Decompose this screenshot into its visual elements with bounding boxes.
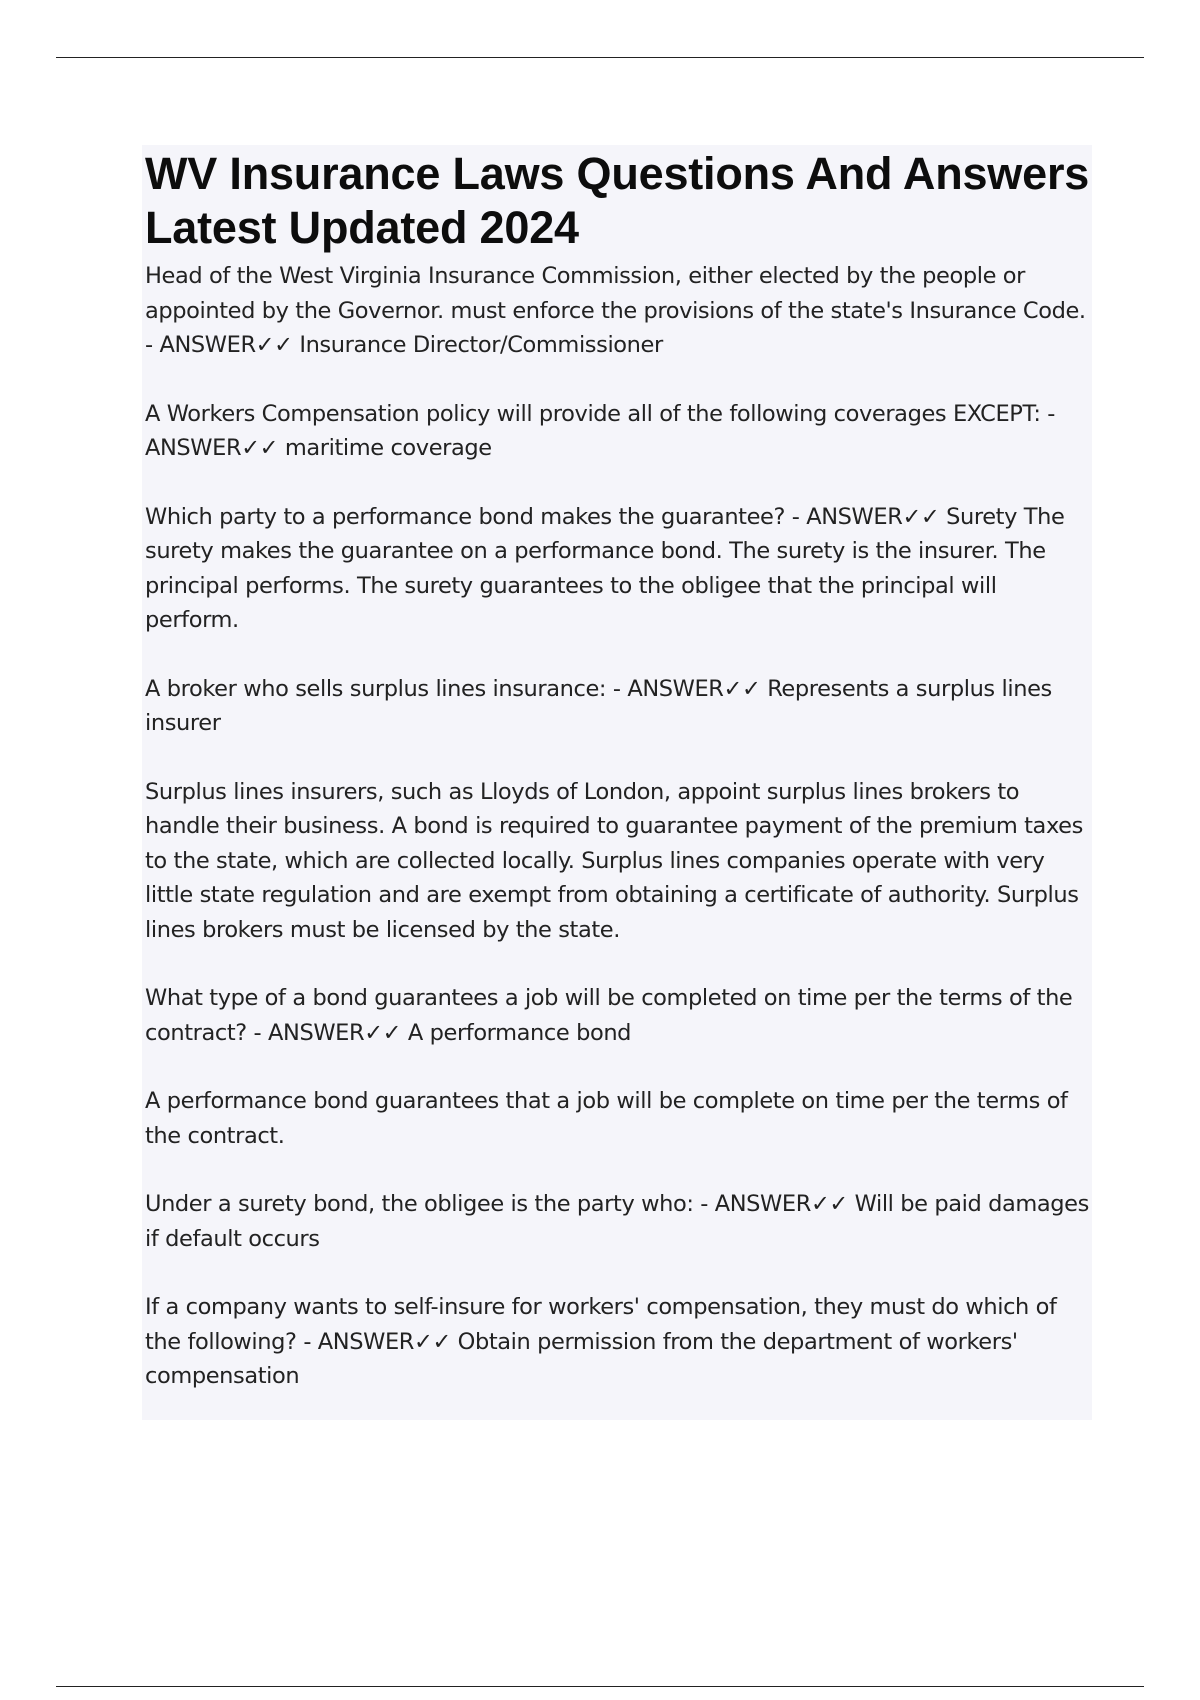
bottom-rule — [56, 1686, 1144, 1687]
qa-paragraph: Under a surety bond, the obligee is the party who: - ANSWER✓✓ Will be paid damages if default occurs — [145, 1191, 1089, 1252]
qa-paragraph: A Workers Compensation policy will provide all of the following coverages EXCEPT: - ANSWER✓✓ maritime coverage — [145, 400, 1055, 461]
qa-paragraph: What type of a bond guarantees a job will be completed on time per the terms of the contract? - ANSWER✓✓ A performance bond — [145, 985, 1073, 1046]
qa-paragraph: A broker who sells surplus lines insurance: - ANSWER✓✓ Represents a surplus lines insurer — [145, 675, 1052, 736]
qa-paragraph: Which party to a performance bond makes the guarantee? - ANSWER✓✓ Surety The surety makes the guarantee on a performance bond. The surety is the insurer. The principal performs. The surety guarantees to the obligee that the principal will perform. — [145, 503, 1065, 633]
explanation-paragraph: Surplus lines insurers, such as Lloyds of London, appoint surplus lines brokers to handle their business. A bond is required to guarantee payment of the premium taxes to the state, which are collected locally. Surplus lines companies operate with very little state regulation and are exempt from obtaining a certificate of authority. Surplus lines brokers must be licensed by the state. — [145, 778, 1083, 943]
qa-list — [145, 259, 1092, 1394]
qa-paragraph: Head of the West Virginia Insurance Commission, either elected by the people or appointed by the Governor. must enforce the provisions of the state's Insurance Code. - ANSWER✓✓ Insurance Director/Commissioner — [145, 263, 1086, 358]
qa-paragraph: If a company wants to self-insure for workers' compensation, they must do which of the following? - ANSWER✓✓ Obtain permission from the department of workers' compensation — [145, 1294, 1057, 1389]
top-rule — [56, 57, 1144, 58]
document-title: WV Insurance Laws Questions And Answers Latest Updated 2024 — [145, 148, 1090, 253]
document-content — [142, 145, 1092, 1420]
explanation-paragraph: A performance bond guarantees that a job will be complete on time per the terms of the contract. — [145, 1088, 1068, 1149]
